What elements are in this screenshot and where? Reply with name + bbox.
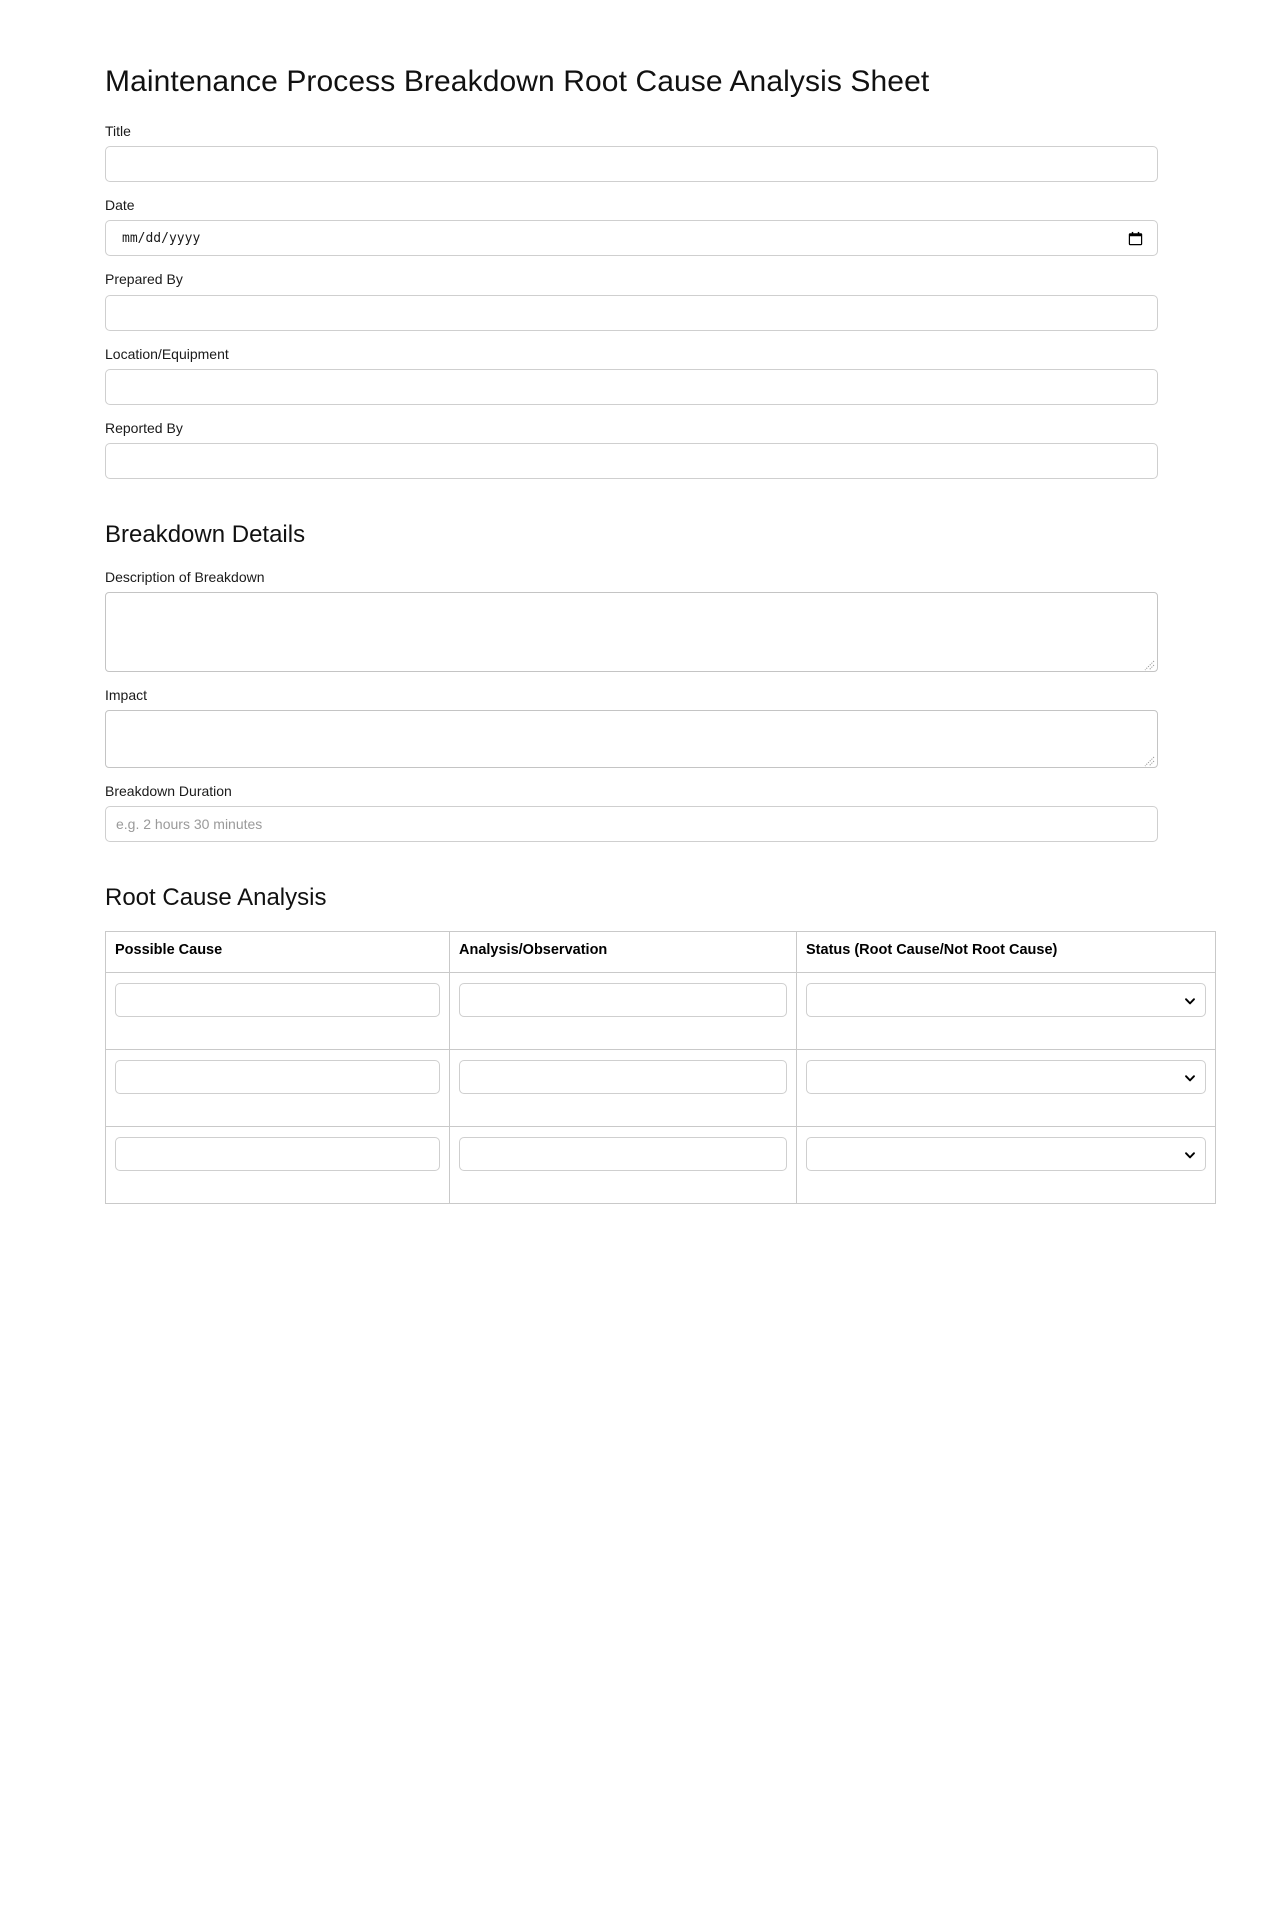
page-title: Maintenance Process Breakdown Root Cause Analysis Sheet [105,65,930,98]
status-select-row-3[interactable] [806,1137,1206,1171]
chevron-down-icon [1184,994,1196,1006]
field-label-description-of-breakdown: Description of Breakdown [105,568,265,585]
field-title [105,122,1158,182]
possible-cause-input-row-2[interactable] [115,1060,440,1094]
possible-cause-input-row-1[interactable] [115,983,440,1017]
breakdown-duration-input[interactable] [105,806,1158,842]
chevron-down-icon [1184,1148,1196,1160]
field-description-of-breakdown [105,568,1158,672]
field-date [105,196,1158,256]
column-header-status: Status (Root Cause/Not Root Cause) [797,932,1216,973]
table-header-row [106,932,1216,973]
field-impact [105,686,1158,768]
status-select-row-1[interactable] [806,983,1206,1017]
cell-analysis-observation [450,973,797,1050]
description-of-breakdown-textarea[interactable] [105,592,1158,672]
possible-cause-input-row-3[interactable] [115,1137,440,1171]
field-label-impact: Impact [105,686,148,703]
status-select-row-2[interactable] [806,1060,1206,1094]
field-label-breakdown-duration: Breakdown Duration [105,783,232,800]
column-header-possible-cause: Possible Cause [106,932,450,973]
table-header [106,932,1216,973]
field-label-location-equipment: Location/Equipment [105,345,229,362]
chevron-down-icon [1184,1071,1196,1083]
cell-possible-cause [106,1050,450,1127]
cell-analysis-observation [450,1050,797,1127]
field-label-date: Date [105,197,135,214]
field-location-equipment [105,345,1158,405]
column-header-analysis-observation: Analysis/Observation [450,932,797,973]
field-label-title: Title [105,123,131,139]
field-reported-by [105,419,1158,479]
table-row [106,1127,1216,1204]
cell-status [797,973,1216,1050]
table-body [106,973,1216,1204]
field-prepared-by [105,270,1158,330]
cell-possible-cause [106,973,450,1050]
calendar-icon[interactable] [1128,231,1143,246]
reported-by-input[interactable] [105,443,1158,479]
field-label-prepared-by: Prepared By [105,271,183,288]
impact-textarea[interactable] [105,710,1158,768]
location-equipment-input[interactable] [105,369,1158,405]
section-heading-root-cause-analysis: Root Cause Analysis [105,884,327,912]
analysis-observation-input-row-3[interactable] [459,1137,787,1171]
date-placeholder-text: mm/dd/yyyy [122,230,201,246]
cell-possible-cause [106,1127,450,1204]
resize-grip-icon[interactable] [1144,658,1155,669]
table-row [106,973,1216,1050]
table-row [106,1050,1216,1127]
section-heading-breakdown-details: Breakdown Details [105,520,306,548]
analysis-observation-input-row-2[interactable] [459,1060,787,1094]
date-input[interactable] [105,220,1158,256]
cell-analysis-observation [450,1127,797,1204]
field-breakdown-duration [105,782,1158,842]
cell-status [797,1127,1216,1204]
title-input[interactable] [105,146,1158,182]
analysis-observation-input-row-1[interactable] [459,983,787,1017]
prepared-by-input[interactable] [105,295,1158,331]
root-cause-analysis-table [105,931,1216,1204]
cell-status [797,1050,1216,1127]
resize-grip-icon[interactable] [1144,754,1155,765]
field-label-reported-by: Reported By [105,419,183,436]
